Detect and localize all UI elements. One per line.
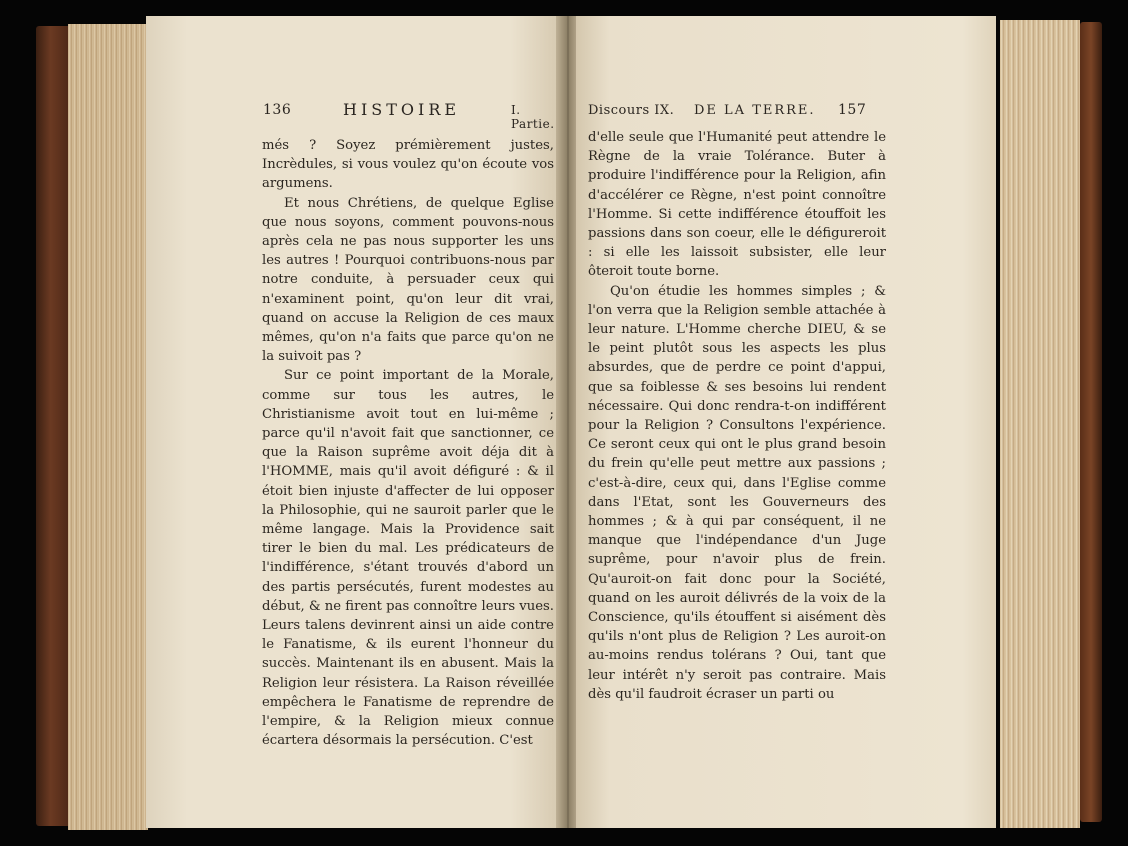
left-paragraph: més ? Soyez prémièrement justes, Incrèdules, si vous voulez qu'on écoute vos argumens. — [262, 138, 554, 192]
left-running-title: HISTOIRE — [343, 100, 461, 119]
right-running-title-left: Discours IX. — [588, 103, 675, 118]
right-paragraph: d'elle seule que l'Humanité peut attendre le Règne de la vraie Tolérance. Buter à produire l'indifférence pour la Religion, afin d'accélérer ce Règne, n'est point connoître l'Homme. Si cette indifférence étouffoit les passions dans son coeur, elle le défigureroit : si elle les laissoit subsister, elle leur ôteroit toute borne. — [588, 130, 886, 280]
left-part-label: I. Partie. — [511, 103, 555, 131]
right-running-title-right: DE LA TERRE. — [694, 103, 816, 118]
right-page — [576, 16, 996, 828]
left-paragraph: Sur ce point important de la Morale, comme sur tous les autres, le Christianisme avoit tout en lui-même ; parce qu'il n'avoit fait que sanctionner, ce que la Raison suprême avoit déja dit à l'HOMME, mais qu'il avoit défiguré : & il étoit bien injuste d'affecter de lui opposer la Philosophie, qui ne sauroit parler que le même langage. Mais la Providence sait tirer le bien du mal. Les prédicateurs de l'indifférence, s'étant trouvés d'abord un des partis persécutés, furent modestes au début, & ne firent pas connoître leurs vues. Leurs talens devinrent ainsi un aide contre le Fanatisme, & ils eurent l'honneur du succès. Maintenant ils en abusent. Mais la Religion leur résistera. La Raison réveillée empêchera le Fanatisme de reprendre de l'empire, & la Religion mieux connue écartera désormais la persécution. C'est — [262, 368, 554, 749]
right-page-text — [588, 128, 886, 704]
book-cover-left — [36, 26, 72, 826]
open-book — [30, 14, 1102, 832]
right-paragraph: Qu'on étudie les hommes simples ; & l'on verra que la Religion semble attachée à leur nature. L'Homme cherche DIEU, & se le peint plutôt sous les aspects les plus absurdes, que de perdre ce point d'appui, que sa foiblesse & ses besoins lui rendent nécessaire. Qui donc rendra-t-on indifférent pour la Religion ? Consultons l'expérience. Ce seront ceux qui ont le plus grand besoin du frein qu'elle peut mettre aux passions ; c'est-à-dire, ceux qui, dans l'Eglise comme dans l'Etat, sont les Gouverneurs des hommes ; & à qui par conséquent, il ne manque que l'indépendance d'un Juge suprême, pour n'avoir plus de frein. Qu'auroit-on fait donc pour la Société, quand on les auroit délivrés de la voix de la Conscience, qu'ils étouffent si aisément dès qu'ils n'ont plus de Religion ? Les auroit-on au-moins rendus tolérans ? Oui, tant que leur intérêt n'y seroit pas contraire. Mais dès qu'il faudroit écraser un parti ou — [588, 283, 886, 702]
book-cover-right — [1080, 22, 1102, 822]
left-page-number: 136 — [263, 102, 292, 118]
left-page — [146, 16, 560, 828]
left-paragraph: Et nous Chrétiens, de quelque Eglise que nous soyons, comment pouvons-nous après cela ne pas nous supporter les uns les autres ! Pourquoi contribuons-nous par notre conduite, à persuader ceux qui n'examinent point, qu'on leur dit vrai, quand on accuse la Religion de ces maux mêmes, qu'on n'a faits que parce qu'on ne la suivoit pas ? — [262, 195, 554, 365]
page-edges-left — [68, 24, 148, 830]
left-page-text — [262, 136, 554, 751]
page-edges-right — [1000, 20, 1080, 828]
right-page-number: 157 — [838, 102, 867, 118]
